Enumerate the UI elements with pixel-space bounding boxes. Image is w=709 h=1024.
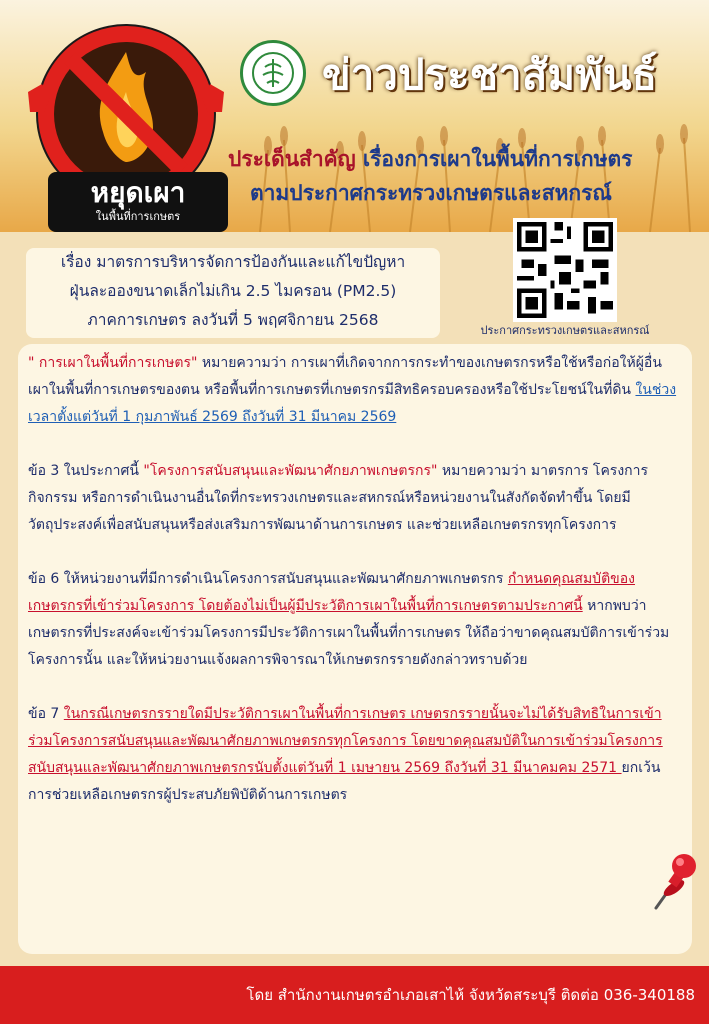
badge-subtitle: ในพื้นที่การเกษตร bbox=[95, 210, 181, 223]
ministry-seal bbox=[240, 40, 306, 106]
subject-box bbox=[26, 248, 440, 338]
headline-lead: ประเด็นสำคัญ bbox=[228, 147, 356, 171]
badge-title: หยุดเผา bbox=[90, 176, 186, 209]
qr-code-icon bbox=[513, 218, 617, 322]
clause-6-text: หากพบว่าเกษตรกรที่ประสงค์จะเข้าร่วมโครงการมีประวัติการเผาในพื้นที่การเกษตร ให้ถือว่าขาดคุณสมบัติการเข้าร่วมโครงการนั้น และให้หน่วยงานแจ้งผลการพิจารณาให้เกษตรกรรายดังกล่าวทราบด้วย bbox=[28, 598, 670, 668]
term-burning: " การเผาในพื้นที่การเกษตร" bbox=[28, 355, 198, 371]
content-card bbox=[18, 344, 692, 954]
paragraph-clause-7 bbox=[28, 701, 680, 809]
badge-label bbox=[48, 172, 228, 232]
clause-3-text: หมายความว่า มาตรการ โครงการ กิจกรรม หรือการดำเนินงานอื่นใดที่กระทรวงเกษตรและสหกรณ์หรือหน่วยงานในสังกัดจัดทำขึ้น โดยมีวัตถุประสงค์เพื่อสนับสนุนหรือส่งเสริมการพัฒนาด้านการเกษตร และช่วยเหลือเกษตรกรทุกโครงการ bbox=[28, 463, 649, 533]
clause-3-lead: ข้อ 3 ในประกาศนี้ bbox=[28, 463, 144, 479]
stop-burning-badge bbox=[8, 12, 248, 232]
subject-line-3: ภาคการเกษตร ลงวันที่ 5 พฤศจิกายน 2568 bbox=[87, 311, 379, 329]
ministry-seal-icon bbox=[249, 49, 297, 97]
clause-6-highlight: กำหนดคุณสมบัติของเกษตรกรที่เข้าร่วมโครงการ โดยต้องไม่เป็นผู้มีประวัติการเผาในพื้นที่การเกษตรตามประกาศนี้ bbox=[28, 571, 635, 614]
definition-text: หมายความว่า การเผาที่เกิดจากการกระทำของเกษตรกรหรือใช้หรือก่อให้ผู้อื่นเผาในพื้นที่การเกษตรของตน หรือพื้นที่การเกษตรที่เกษตรกรมีสิทธิครอบครองหรือใช้ประโยชน์ในที่ดิน bbox=[28, 355, 662, 398]
headline-line-2: ตามประกาศกระทรวงเกษตรและสหกรณ์ bbox=[250, 181, 612, 205]
paragraph-clause-6 bbox=[28, 566, 680, 674]
header-banner bbox=[0, 0, 709, 232]
footer-contact: โดย สำนักงานเกษตรอำเภอเสาไห้ จังหวัดสระบุรี ติดต่อ 036-340188 bbox=[246, 986, 695, 1004]
headline-rest: เรื่องการเผาในพื้นที่การเกษตร bbox=[355, 147, 633, 171]
headline-line-1 bbox=[228, 142, 703, 176]
subject-line-1: เรื่อง มาตรการบริหารจัดการป้องกันและแก้ไขปัญหา bbox=[60, 253, 406, 271]
paragraph-definition-burning bbox=[28, 350, 680, 431]
clause-7-highlight: ในกรณีเกษตรกรรายใดมีประวัติการเผาในพื้นที่การเกษตร เกษตรกรรายนั้นจะไม่ได้รับสิทธิในการเข้าร่วมโครงการสนับสนุนและพัฒนาศักยภาพเกษตรกรทุกโครงการ โดยขาดคุณสมบัติในการเข้าร่วมโครงการสนับสนุนและพัฒนาศักยภาพเกษตรกรนับตั้งแต่วันที่ 1 เมษายน 2569 ถึงวันที่ 31 มีนาคมคม 2571 bbox=[28, 706, 663, 776]
clause-6-lead: ข้อ 6 ให้หน่วยงานที่มีการดำเนินโครงการสนับสนุนและพัฒนาศักยภาพเกษตรกร bbox=[28, 571, 508, 587]
clause-7-text: ยกเว้นการช่วยเหลือเกษตรกรผู้ประสบภัยพิบัติด้านการเกษตร bbox=[28, 760, 661, 803]
term-program: "โครงการสนับสนุนและพัฒนาศักยภาพเกษตรกร" bbox=[143, 463, 438, 479]
footer-bar bbox=[0, 966, 709, 1024]
main-title: ข่าวประชาสัมพันธ์ bbox=[322, 50, 658, 99]
period-link: ในช่วงเวลาตั้งแต่วันที่ 1 กุมภาพันธ์ 2569 ถึงวันที่ 31 มีนาคม 2569 bbox=[28, 382, 677, 425]
clause-7-lead: ข้อ 7 bbox=[28, 706, 64, 722]
qr-caption: ประกาศกระทรวงเกษตรและสหกรณ์ bbox=[480, 324, 650, 337]
paragraph-clause-3 bbox=[28, 458, 680, 539]
subject-line-2: ฝุ่นละอองขนาดเล็กไม่เกิน 2.5 ไมครอน (PM2.5) bbox=[69, 282, 397, 300]
push-pin-icon bbox=[652, 852, 700, 910]
qr-code[interactable] bbox=[513, 218, 617, 322]
